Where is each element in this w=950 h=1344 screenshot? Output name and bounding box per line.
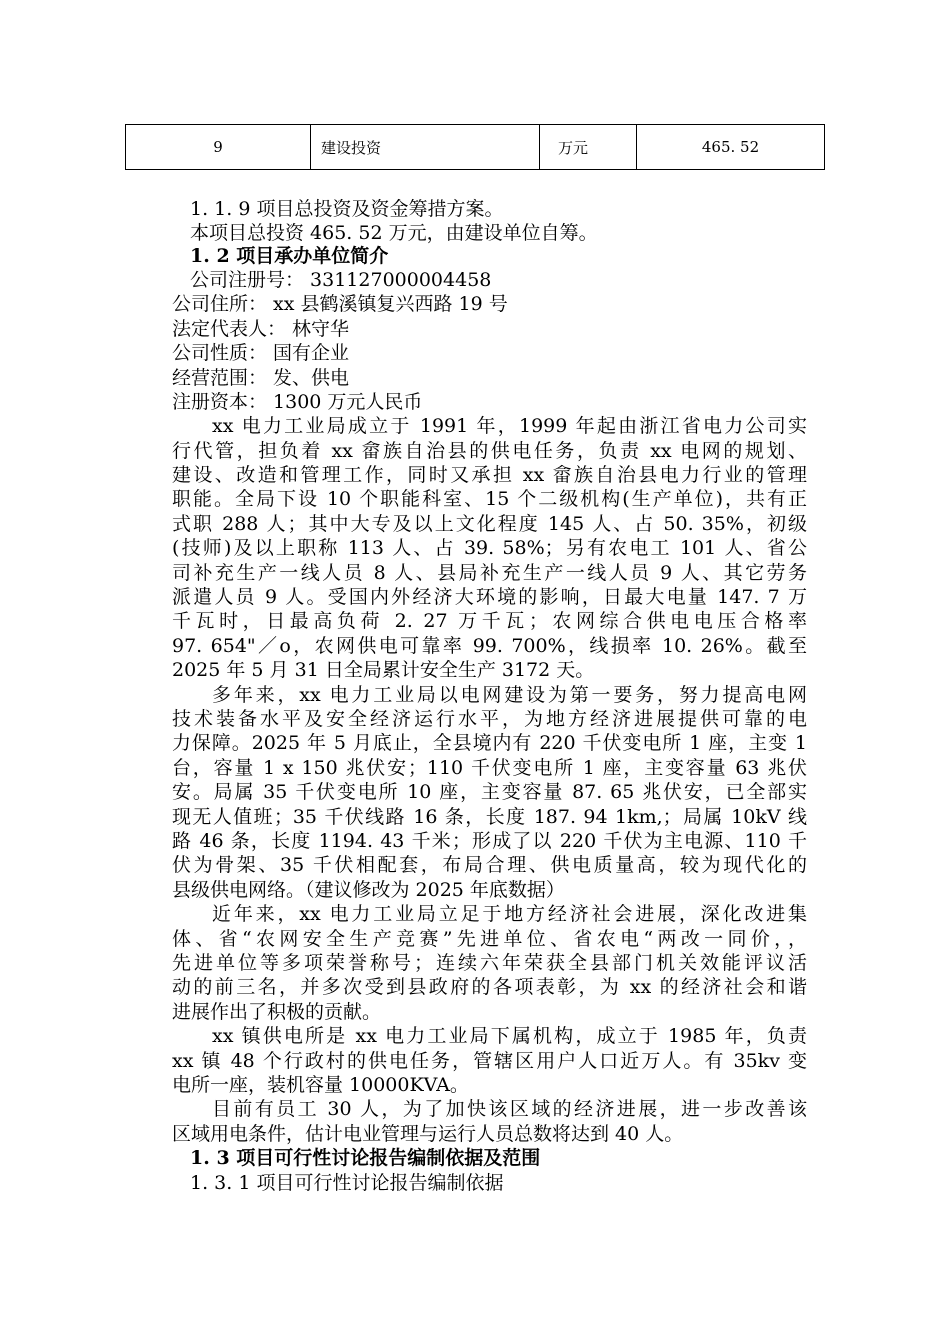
para2-line: 力保障。2025 年 5 月底止，全县境内有 220 千伏变电所 1 座，主变 1 xyxy=(172,732,807,754)
field-registered-capital: 注册资本： 1300 万元人民币 xyxy=(172,391,423,413)
para1-line: 派遣人员 9 人。受国内外经济大环境的影响，日最大电量 147. 7 万 xyxy=(172,586,807,608)
table-row xyxy=(126,125,825,170)
para1-line: xx 电力工业局成立于 1991 年，1999 年起由浙江省电力公司实 xyxy=(212,415,807,437)
para1-line: 建设、改造和管理工作，同时又承担 xx 畲族自治县电力行业的管理 xyxy=(172,464,807,486)
para1-line: 式职 288 人；其中大专及以上文化程度 145 人、占 50. 35%，初级 xyxy=(172,513,807,535)
para3-line: 先进单位等多项荣誉称号；连续六年荣获全县部门机关效能评议活 xyxy=(172,952,807,974)
investment-table-fragment xyxy=(125,124,825,170)
para3-line: 动的前三名，并多次受到县政府的各项表彰，为 xx 的经济社会和谐 xyxy=(172,976,807,998)
para1-line: 行代管，担负着 xx 畲族自治县的供电任务，负责 xx 电网的规划、 xyxy=(172,440,807,462)
field-registration-number: 公司注册号： 331127000004458 xyxy=(190,269,492,291)
field-legal-representative: 法定代表人： 林守华 xyxy=(172,318,350,340)
para2-line: 现无人值班；35 千伏线路 16 条，长度 187. 94 1km,；局属 10kV 线 xyxy=(172,806,807,828)
para1-line: 97. 654"／o，农网供电可靠率 99. 700%，线损率 10. 26%。截至 xyxy=(172,635,807,657)
field-company-nature: 公司性质： 国有企业 xyxy=(172,342,350,364)
row-value-cell: 465. 52 xyxy=(637,125,825,170)
para5-line: 目前有员工 30 人，为了加快该区域的经济进展，进一步改善该 xyxy=(212,1098,807,1120)
para4-line: xx 镇 48 个行政村的供电任务，管辖区用户人口近万人。有 35kv 变 xyxy=(172,1050,807,1072)
field-business-scope: 经营范围： 发、供电 xyxy=(172,367,350,389)
para3-line: 近年来，xx 电力工业局立足于地方经济社会进展，深化改进集 xyxy=(212,903,807,925)
para3-line: 进展作出了积极的贡献。 xyxy=(172,1001,382,1023)
para1-line: 千瓦时，日最高负荷 2. 27 万千瓦；农网综合供电电压合格率 xyxy=(172,610,807,632)
row-item-cell: 建设投资 xyxy=(311,125,540,170)
investment-table xyxy=(125,124,825,170)
para2-line: 安。局属 35 千伏变电所 10 座，主变容量 87. 65 兆伏安，已全部实 xyxy=(172,781,807,803)
row-index-cell: 9 xyxy=(126,125,311,170)
field-address: 公司住所： xx 县鹤溪镇复兴西路 19 号 xyxy=(172,293,508,315)
para3-line: 体、省“农网安全生产竞赛”先进单位、省农电“两改一同价，， xyxy=(172,928,807,950)
para4-line: 电所一座，装机容量 10000KVA。 xyxy=(172,1074,469,1096)
total-investment-text: 本项目总投资 465. 52 万元，由建设单位自筹。 xyxy=(190,222,598,244)
section-1-3-heading: 1. 3 项目可行性讨论报告编制依据及范围 xyxy=(190,1147,541,1169)
para2-line: 台，容量 1 x 150 兆伏安；110 千伏变电所 1 座，主变容量 63 兆伏 xyxy=(172,757,807,779)
para2-line: 县级供电网络。（建议修改为 2025 年底数据） xyxy=(172,879,565,901)
para1-line: 司补充生产一线人员 8 人、县局补充生产一线人员 9 人、其它劳务 xyxy=(172,562,807,584)
section-1-2-heading: 1. 2 项目承办单位简介 xyxy=(190,245,389,267)
para1-line: 2025 年 5 月 31 日全局累计安全生产 3172 天。 xyxy=(172,659,595,681)
para2-line: 多年来，xx 电力工业局以电网建设为第一要务，努力提高电网 xyxy=(212,684,807,706)
para4-line: xx 镇供电所是 xx 电力工业局下属机构，成立于 1985 年，负责 xyxy=(212,1025,807,1047)
para2-line: 路 46 条，长度 1194. 43 千米；形成了以 220 千伏为主电源、110 千 xyxy=(172,830,807,852)
para2-line: 技术装备水平及安全经济运行水平，为地方经济进展提供可靠的电 xyxy=(172,708,807,730)
section-1-3-1-heading: 1. 3. 1 项目可行性讨论报告编制依据 xyxy=(190,1172,504,1194)
section-1-1-9-heading: 1. 1. 9 项目总投资及资金筹措方案。 xyxy=(190,198,504,220)
para1-line: (技师)及以上职称 113 人、占 39. 58%；另有农电工 101 人、省公 xyxy=(172,537,807,559)
row-unit-cell: 万元 xyxy=(540,125,637,170)
para5-line: 区域用电条件，估计电业管理与运行人员总数将达到 40 人。 xyxy=(172,1123,684,1145)
para2-line: 伏为骨架、35 千伏相配套，布局合理、供电质量高，较为现代化的 xyxy=(172,854,807,876)
para1-line: 职能。全局下设 10 个职能科室、15 个二级机构(生产单位)，共有正 xyxy=(172,488,807,510)
